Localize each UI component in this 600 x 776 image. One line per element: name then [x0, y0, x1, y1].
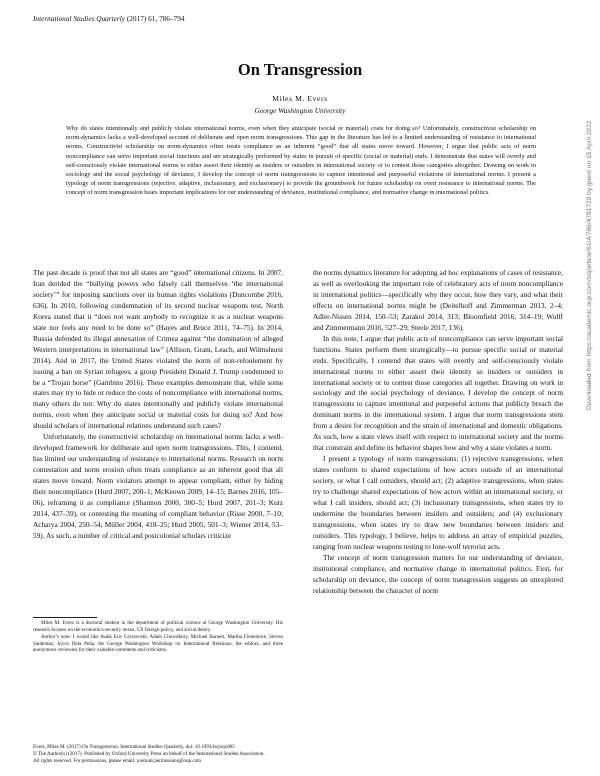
paragraph: The past decade is proof that not all states are “good” international citizens. In 2007, Iran derided the “bullying powers who falsely call themselves ‘the international society’” for imposing sanctions over its human rights violations (Duncombe 2016, 636). In 2010, following condemnation of its second nuclear weapons test, North Korea stated that it “does not want anybody to recognize it as a nuclear weapons state nor feels any need to be done so” (Hayes and Bruce 2011, 74–75). In 2014, Russia defended its illegal annexation of Crimea against “the domination of alleged Western interpretations in international law” (Allison, Grant, Leach, and Wilmshurst 2014). And in 2017, the United States violated the norm of non-refoulement by issuing a ban on Syrian refugees, a group President Donald J. Trump condemned to be a “Trojan horse” (Gambino 2016). These examples demonstrate that, while some states may try to hide or reduce the costs of noncompliance with international norms, many others do not. Why do states intentionally and publicly violate international norms, even when they anticipate social or material costs for doing so? And how should scholars of international relations understand such cases? [33, 268, 283, 431]
footnote-author-note: Author’s note: I would like thank Eric Grynaviski, Adam Chowdhury, Michael Barnett, Martha Finnemore, Steven Saideman, Joyce Dela Peña, the George Washington Workshop on International Relations, the editors, and three anonymous reviewers for their valuable comments and criticisms. [33, 634, 283, 654]
left-column [33, 268, 283, 542]
footnotes [33, 620, 283, 655]
paragraph: I present a typology of norm transgressions: (1) rejective transgressions, when states conform to shared expectations of how actors outside of an international society, or what I call outsiders, should act; (2) adaptive transgressions, when states try to challenge shared expectations of how actors within an international society, or what I call insiders, should act; (3) inclusionary transgressions, when states try to undermine the boundaries between insiders and outsiders; and (4) exclusionary transgressions, when states try to draw new boundaries between insiders and outsiders. This typology, I believe, helps to address an array of empirical puzzles, ranging from nuclear weapons testing to lone-wolf terrorist acts. [313, 454, 563, 551]
volume-pages: (2017) 61, 786–794 [126, 14, 185, 23]
copyright-line: © The Author(s) (2017). Published by Oxford University Press on behalf of the International Studies Association. [33, 750, 265, 757]
paragraph: Unfortunately, the constructivist scholarship on international norms lacks a well-developed framework for deliberate and open norm transgressions. This, I contend, has limited our understanding of resistance to international norms. Research on norm contestation and norm erosion often treats compliance as an inherent good that all states move toward. Norm violators attempt to appear compliant, either by hiding their noncompliance (Hurd 2007, 200–1; McKeown 2009, 14–15; Barnes 2016, 105–06), reframing it as compliance (Shannon 2000, 300–5; Hurd 2007, 201–3; Kutz 2014, 437–39), or contesting the meaning of compliant behavior (Risse 2000, 7–10; Acharya 2004, 250–54; Müller 2004, 418–25; Hurd 2005, 501–3; Wiener 2014, 53–59). As such, a number of critical and postcolonial scholars criticize [33, 432, 283, 540]
paragraph: The concept of norm transgression matters for our understanding of deviance, institutional compliance, and normative change in international politics. First, for scholarship on deviance, the concept of norm transgression suggests an unexplored relationship between the character of norm [313, 552, 563, 595]
article-title: On Transgression [237, 60, 363, 79]
author-affiliation: George Washington University [254, 106, 346, 115]
citation-block [33, 744, 453, 764]
abstract: Why do states intentionally and publicly violate international norms, even when they anticipate (social or material) costs for doing so? Unfortunately, constructivist scholarship on norm-dynamics lacks a well-developed account of deliberate and open norm transgressions. This gap in the literature has led to a limited understanding of resistance to international norms. Constructivist scholarship on norm-dynamics often treats compliance as an inherent “good” that all states move toward. However, I argue that public acts of norm noncompliance can serve important social functions and are strategically performed by states in pursuit of specific (social or material) ends. I demonstrate that states will overtly and self-consciously violate international norms to either assert their identity as insiders or outsiders in international society or to contest those categories altogether. Drawing on work in sociology and the social psychology of deviance, I develop the concept of norm transgressions to capture intentional and purposeful violations of international norms. I present a typology of norm transgressions (rejective, adaptive, inclusionary, and exclusionary) to provide the groundwork for future scholarship on overt resistance to international norms. The concept of norm transgression bears important implications for our understanding of deviance, institutional compliance, and normative change in international politics. [66, 125, 536, 197]
citation-line: Evers, Miles M. (2017) On Transgression. International Studies Quarterly, doi: 10.1093/isq/sqx065 [33, 744, 235, 750]
journal-name: International Studies Quarterly [33, 14, 126, 23]
running-header [33, 14, 185, 23]
download-watermark: Downloaded from https://academic.oup.com/isq/article/61/4/786/4781729 by guest on 15 April 2022 [586, 120, 593, 410]
author-name: Miles M. Evers [272, 94, 328, 103]
paragraph: In this note, I argue that public acts of noncompliance can serve important social functions. States perform them strategically—to pursue specific social or material ends. Specifically, I contend that states will overtly and self-consciously violate international norms to either assert their identity as insiders or outsiders in international society or to contest those categories all together. Drawing on work in sociology and the social psychology of deviance, I develop the concept of norm transgressions to capture intentional and purposeful actions that publicly breach the dominant norms in the international system. I argue that norm transgressions stem from a desire for recognition and the strain of international and domestic obligations. As such, how a state views itself with respect to international society and the norms that constrain and define its behavior shapes how and why a state violates a norm. [313, 333, 563, 453]
paragraph: the norms dynamics literature for adopting ad hoc explanations of cases of resistance, as well as overlooking the important role of celebratory acts of norm noncompliance in international politics—specifically why they occur, how they vary, and what their effects on international norms might be (Deitelhoff and Zimmerman 2013, 2–4; Adler-Nissen 2014, 150–53; Zarakol 2014, 313; Bloomfield 2016, 314–19; Wolff and Zimmermann 2016, 527–29; Steele 2017, 136). [313, 268, 563, 332]
footnote-author-bio: Miles M. Evers is a doctoral student in the department of political science at George Washington University. His research focuses on the economics-security nexus, US foreign policy, and social theory. [33, 620, 283, 633]
footnote-divider [33, 617, 97, 618]
right-column [313, 268, 563, 597]
permissions-line[interactable]: All rights reserved. For permissions, please email: journals.permissions@oup.com [33, 757, 202, 764]
